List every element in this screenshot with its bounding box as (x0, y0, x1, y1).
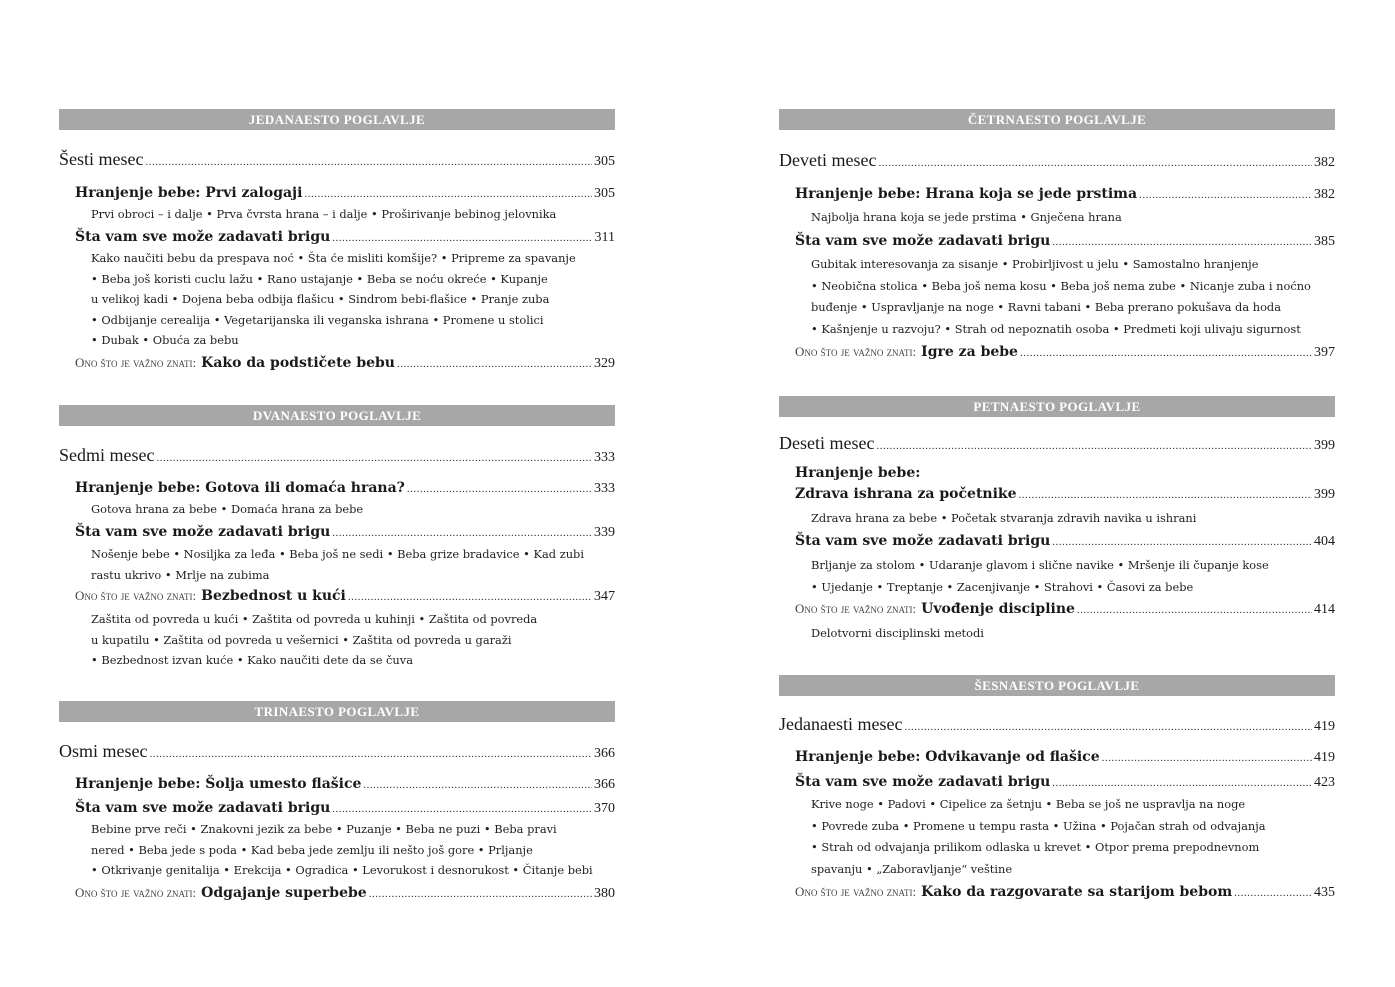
topic-line: • Neobična stolica • Beba još nema kosu • Beba još nema zube • Nicanje zuba i noćno (811, 278, 1311, 293)
leader-dots (397, 358, 592, 370)
page-number: 419 (1314, 750, 1335, 765)
toc-important-row[interactable] (795, 601, 1335, 618)
page-number: 347 (594, 589, 615, 604)
leader-dots (363, 779, 592, 791)
toc-section-row[interactable] (75, 229, 615, 246)
chapter-heading: PETNAESTO POGLAVLJE (779, 396, 1335, 417)
topic-line: Nošenje bebe • Nosiljka za leđa • Beba još ne sedi • Beba grize bradavice • Kad zubi (91, 547, 584, 561)
toc-section-row[interactable] (795, 486, 1335, 503)
leader-dots (145, 156, 592, 168)
leader-dots (304, 188, 592, 200)
toc-section-row[interactable] (795, 465, 1335, 481)
section-title: Šta vam sve može zadavati brigu (795, 774, 1051, 790)
chapter-16 (779, 675, 1335, 900)
page-number: 329 (594, 356, 615, 371)
topic-list (91, 544, 615, 585)
toc-important-row[interactable] (75, 355, 615, 372)
page-number: 385 (1314, 234, 1335, 249)
section-title: Zdrava ishrana za početnike (795, 486, 1017, 502)
topic-list (91, 819, 615, 881)
important-title: Uvođenje discipline (921, 601, 1075, 617)
leader-dots (1052, 236, 1312, 248)
topic-line: • Beba još koristi cuclu lažu • Rano ustajanje • Beba se noću okreće • Kupanje (91, 271, 548, 286)
chapter-heading: TRINAESTO POGLAVLJE (59, 701, 615, 722)
leader-dots (1052, 777, 1312, 789)
section-title: Šta vam sve može zadavati brigu (795, 533, 1051, 549)
leader-dots (1102, 752, 1312, 764)
month-title: Deveti mesec (779, 150, 877, 170)
topic-line: Bebine prve reči • Znakovni jezik za bebe • Puzanje • Beba ne puzi • Beba pravi (91, 822, 557, 836)
toc-month-row[interactable] (779, 150, 1335, 171)
toc-month-row[interactable] (59, 741, 615, 762)
toc-section-row[interactable] (795, 233, 1335, 250)
page-number: 366 (594, 746, 615, 761)
toc-section-row[interactable] (795, 186, 1335, 203)
leader-dots (904, 721, 1312, 733)
important-label: Ono što je važno znati: (75, 588, 197, 603)
toc-important-row[interactable] (75, 885, 615, 902)
topic-line: • Povrede zuba • Promene u tempu rasta • Užina • Pojačan strah od odvajanja (811, 818, 1266, 833)
page-number: 333 (594, 481, 615, 496)
topic-line: u kupatilu • Zaštita od povreda u vešernici • Zaštita od povreda u garaži (91, 632, 512, 647)
topic-line: • Kašnjenje u razvoju? • Strah od nepoznatih osoba • Predmeti koji ulivaju sigurnost (811, 321, 1301, 336)
important-label: Ono što je važno znati: (795, 601, 917, 616)
topic-line: Najbolja hrana koja se jede prstima • Gnječena hrana (811, 210, 1122, 224)
topic-line: • Bezbednost izvan kuće • Kako naučiti dete da se čuva (91, 653, 413, 667)
leader-dots (1019, 489, 1312, 501)
page-number: 382 (1314, 187, 1335, 202)
page-number: 399 (1314, 487, 1335, 502)
chapter-13 (59, 701, 615, 901)
section-title: Hranjenje bebe: Prvi zalogaji (75, 185, 303, 201)
leader-dots (332, 232, 592, 244)
page-number: 382 (1314, 155, 1335, 170)
leader-dots (876, 440, 1312, 452)
chapter-15 (779, 396, 1335, 640)
page-number: 339 (594, 525, 615, 540)
topic-list (811, 623, 1335, 644)
topic-list (91, 499, 615, 520)
leader-dots (332, 527, 592, 539)
topic-line: • Dubak • Obuća za bebu (91, 333, 239, 347)
toc-section-row[interactable] (75, 776, 615, 793)
page-number: 399 (1314, 438, 1335, 453)
leader-dots (332, 803, 592, 815)
topic-list (811, 794, 1335, 881)
page-number: 423 (1314, 775, 1335, 790)
important-label: Ono što je važno znati: (75, 355, 197, 370)
topic-line: Zaštita od povreda u kući • Zaštita od povreda u kuhinji • Zaštita od povreda (91, 612, 538, 626)
page-number: 370 (594, 801, 615, 816)
page-number: 311 (594, 230, 615, 245)
topic-line: Gotova hrana za bebe • Domaća hrana za bebe (91, 502, 364, 516)
section-title: Hranjenje bebe: Hrana koja se jede prstima (795, 186, 1138, 202)
topic-line: spavanju • „Zaboravljanje“ veštine (811, 862, 1013, 877)
leader-dots (1077, 604, 1312, 616)
topic-line: Krive noge • Padovi • Cipelice za šetnju • Beba se još ne uspravlja na noge (811, 797, 1246, 811)
chapter-heading: ČETRNAESTO POGLAVLJE (779, 109, 1335, 130)
topic-line: • Strah od odvajanja prilikom odlaska u krevet • Otpor prema prepodnevnom (811, 840, 1260, 855)
topic-list (91, 248, 615, 351)
month-title: Osmi mesec (59, 741, 148, 761)
topic-list (811, 254, 1335, 340)
topic-line: • Otkrivanje genitalija • Erekcija • Ogradica • Levorukost i desnorukost • Čitanje bebi (91, 863, 593, 877)
toc-section-row[interactable] (795, 774, 1335, 791)
important-title: Kako da razgovarate sa starijom bebom (921, 884, 1233, 900)
page-number: 305 (594, 154, 615, 169)
chapter-12 (59, 405, 615, 667)
month-title: Sedmi mesec (59, 445, 155, 465)
toc-month-row[interactable] (779, 433, 1335, 454)
topic-line: nered • Beba jede s poda • Kad beba jede zemlju ili nešto još gore • Prljanje (91, 842, 533, 857)
leader-dots (407, 483, 592, 495)
leader-dots (1139, 189, 1312, 201)
section-title: Hranjenje bebe: Šolja umesto flašice (75, 776, 362, 792)
topic-list (91, 609, 615, 671)
important-label: Ono što je važno znati: (795, 344, 917, 359)
page-number: 435 (1314, 885, 1335, 900)
topic-line: Brljanje za stolom • Udaranje glavom i slične navike • Mršenje ili čupanje kose (811, 558, 1269, 572)
page-number: 305 (594, 186, 615, 201)
month-title: Deseti mesec (779, 433, 875, 453)
leader-dots (348, 591, 592, 603)
page-number: 366 (594, 777, 615, 792)
topic-line: Zdrava hrana za bebe • Početak stvaranja zdravih navika u ishrani (811, 511, 1197, 525)
important-label: Ono što je važno znati: (795, 884, 917, 899)
section-title: Šta vam sve može zadavati brigu (75, 800, 331, 816)
month-title: Šesti mesec (59, 149, 144, 169)
page-number: 380 (594, 886, 615, 901)
important-label: Ono što je važno znati: (75, 885, 197, 900)
section-title-line1: Hranjenje bebe: (795, 465, 921, 481)
toc-month-row[interactable] (59, 149, 615, 170)
leader-dots (878, 157, 1312, 169)
toc-important-row[interactable] (795, 344, 1335, 361)
leader-dots (156, 452, 592, 464)
chapter-14 (779, 109, 1335, 360)
important-title: Bezbednost u kući (201, 588, 346, 604)
topic-list (91, 204, 615, 225)
section-title: Šta vam sve može zadavati brigu (75, 229, 331, 245)
important-title: Odgajanje superbebe (201, 885, 367, 901)
leader-dots (149, 748, 592, 760)
topic-line: Prvi obroci – i dalje • Prva čvrsta hrana – i dalje • Proširivanje bebinog jelovnika (91, 207, 557, 221)
toc-important-row[interactable] (75, 588, 615, 605)
leader-dots (369, 888, 592, 900)
section-title: Šta vam sve može zadavati brigu (795, 233, 1051, 249)
topic-line: Kako naučiti bebu da prespava noć • Šta će misliti komšije? • Pripreme za spavanje (91, 251, 576, 265)
page-number: 414 (1314, 602, 1335, 617)
toc-month-row[interactable] (59, 445, 615, 466)
section-title: Hranjenje bebe: Gotova ili domaća hrana? (75, 480, 405, 496)
leader-dots (1052, 536, 1312, 548)
topic-line: • Odbijanje cerealija • Vegetarijanska ili veganska ishrana • Promene u stolici (91, 312, 544, 327)
month-title: Jedanaesti mesec (779, 714, 903, 734)
toc-section-row[interactable] (75, 800, 615, 817)
toc-section-row[interactable] (75, 185, 615, 202)
section-title: Šta vam sve može zadavati brigu (75, 524, 331, 540)
chapter-11 (59, 109, 615, 371)
chapter-heading: JEDANAESTO POGLAVLJE (59, 109, 615, 130)
page-number: 404 (1314, 534, 1335, 549)
leader-dots (1234, 887, 1312, 899)
toc-important-row[interactable] (795, 884, 1335, 901)
toc-section-row[interactable] (75, 524, 615, 541)
topic-line: u velikoj kadi • Dojena beba odbija flašicu • Sindrom bebi-flašice • Pranje zuba (91, 292, 550, 306)
leader-dots (1020, 347, 1312, 359)
section-title: Hranjenje bebe: Odvikavanje od flašice (795, 749, 1100, 765)
topic-line: buđenje • Uspravljanje na noge • Ravni tabani • Beba prerano pokušava da hoda (811, 300, 1282, 314)
page-number: 333 (594, 450, 615, 465)
topic-list (811, 554, 1335, 598)
topic-line: Delotvorni disciplinski metodi (811, 626, 984, 640)
important-title: Igre za bebe (921, 344, 1018, 360)
page-number: 397 (1314, 345, 1335, 360)
toc-section-row[interactable] (75, 480, 615, 497)
topic-line: • Ujedanje • Treptanje • Zacenjivanje • Strahovi • Časovi za bebe (811, 580, 1194, 594)
chapter-heading: DVANAESTO POGLAVLJE (59, 405, 615, 426)
toc-month-row[interactable] (779, 714, 1335, 735)
topic-list (811, 207, 1335, 228)
toc-section-row[interactable] (795, 749, 1335, 766)
toc-section-row[interactable] (795, 533, 1335, 550)
topic-line: Gubitak interesovanja za sisanje • Probirljivost u jelu • Samostalno hranjenje (811, 257, 1259, 271)
topic-line: rastu ukrivo • Mrlje na zubima (91, 567, 270, 582)
chapter-heading: ŠESNAESTO POGLAVLJE (779, 675, 1335, 696)
topic-list (811, 508, 1335, 529)
page-number: 419 (1314, 719, 1335, 734)
important-title: Kako da podstičete bebu (201, 355, 395, 371)
